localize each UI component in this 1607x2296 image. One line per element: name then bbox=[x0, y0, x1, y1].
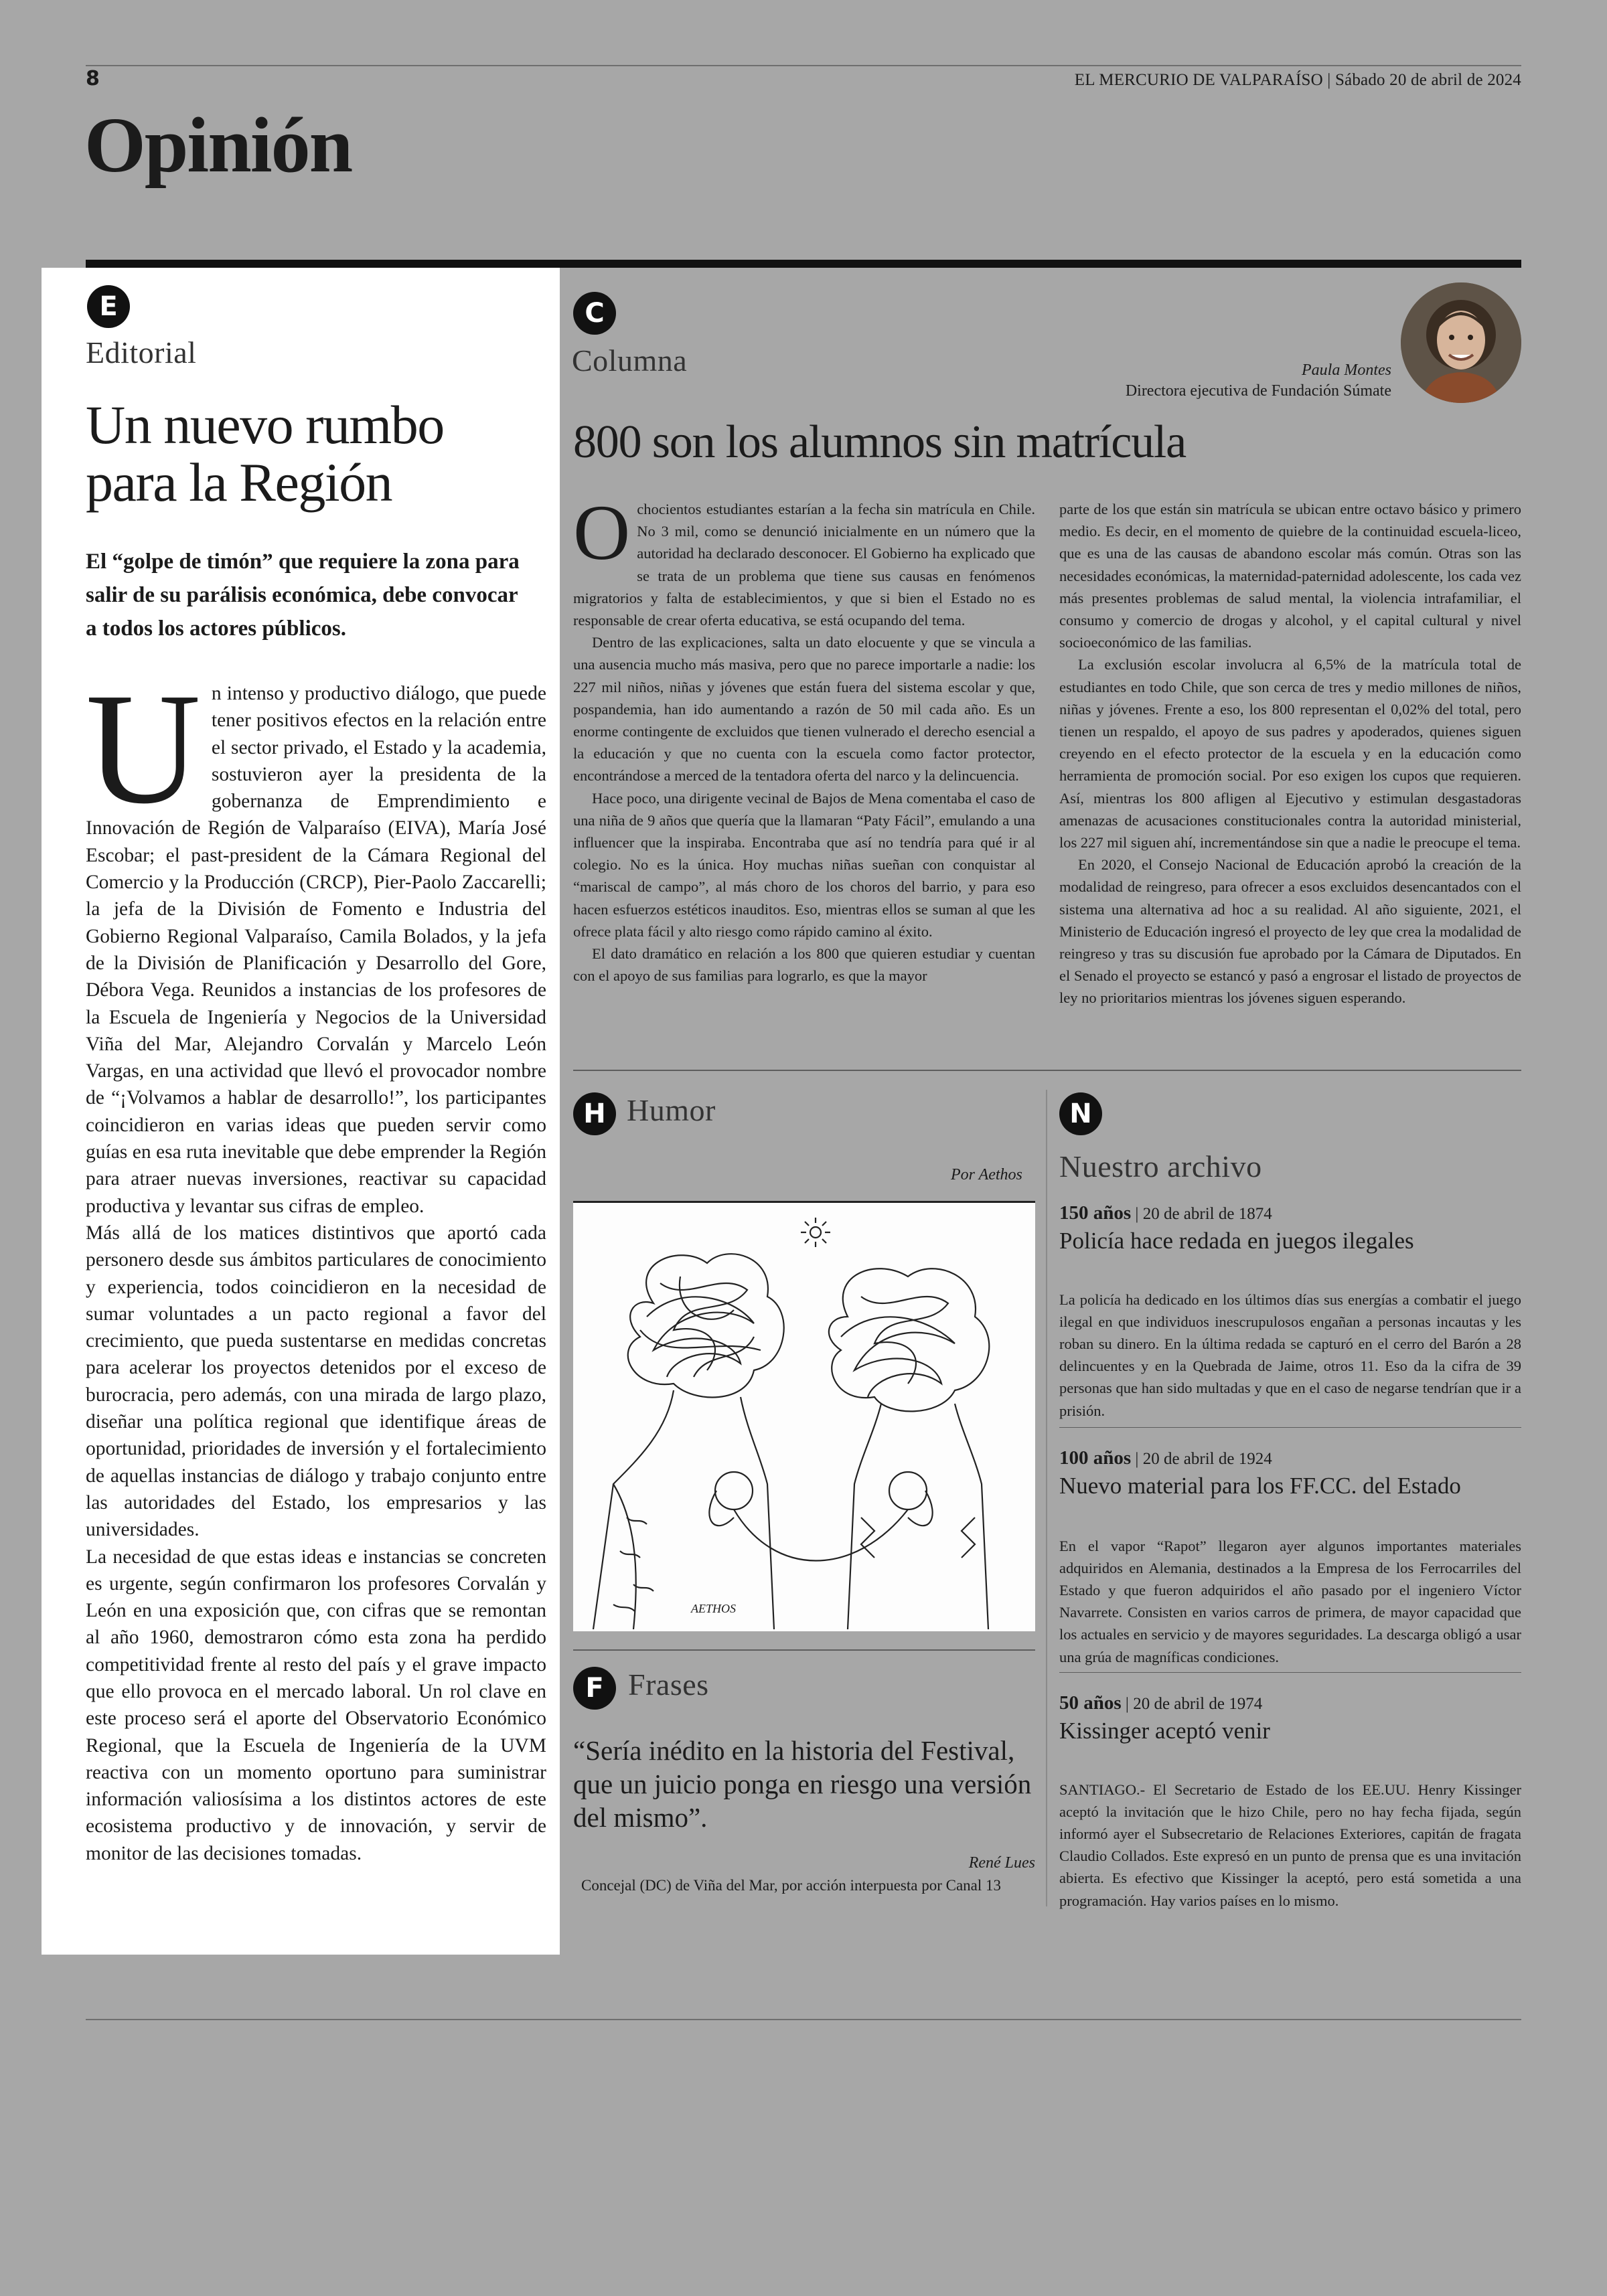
archive-item-head: 100 años | 20 de abril de 1924 bbox=[1059, 1447, 1272, 1469]
humor-badge: H bbox=[573, 1092, 616, 1135]
humor-credit: Por Aethos bbox=[951, 1166, 1022, 1183]
cartoon-illustration bbox=[573, 1201, 1035, 1631]
editorial-title: Un nuevo rumbo para la Región bbox=[86, 394, 444, 513]
editorial-badge: E bbox=[87, 285, 130, 328]
archive-item-body: La policía ha dedicado en los últimos días sus energías a combatir el juego ilegal en que individuos inescrupulosos engañan a personas incautas y les roban su dinero. En la última redada se capturó en el cerro del Barón a 28 delincuentes y en la Quebrada de Jaime, otros 11. Eso da la cifra de 39 personas que han sido multadas y que en el caso de negarse tendrían que ir a prisión. bbox=[1059, 1291, 1521, 1419]
quote-text: “Sería inédito en la historia del Festival, que un juicio ponga en riesgo una versión del mismo”. bbox=[573, 1735, 1032, 1833]
editorial-body bbox=[86, 661, 546, 1867]
archive-item-body: SANTIAGO.- El Secretario de Estado de los EE.UU. Henry Kissinger aceptó la invitación que le hizo Chile, pero no hay fecha fijada, según informó ayer el Subsecretario de Relaciones Exteriores, capitán de fragata Claudio Collados. Este expresó en un punto de prensa que es una invitación abierta. Es efectivo que Kissinger la aceptó, pero está sometida a una programación. Hay varios países en lo mismo. bbox=[1059, 1781, 1521, 1909]
column-title: 800 son los alumnos sin matrícula bbox=[573, 416, 1187, 468]
archive-divider bbox=[1059, 1427, 1521, 1428]
editorial-lead: El “golpe de timón” que requiere la zona para salir de su parálisis económica, debe convocar a todos los actores públicos. bbox=[86, 550, 520, 641]
archive-date: 20 de abril de 1924 bbox=[1142, 1450, 1272, 1468]
editorial-paragraph: n intenso y productivo diálogo, que puede tener positivos efectos en la relación entre el sector privado, el Estado y la academia, sostuvieron ayer la presidenta de la gobernanza de Emprendimiento e Innovación de Región de Valparaíso (EIVA), María José Escobar; el past-president de la Cámara Regional del Comercio y la Producción (CRCP), Pier-Paolo Zaccarelli; la jefa de la División de Fomento e Industria del Gobierno Regional Valparaíso, Camila Bolados, y la jefa de la División de Planificación y Desarrollo del Gore, Débora Vega. Reunidos a instancias de los profesores de la Escuela de Ingeniería y Negocios de la Universidad Viña del Mar, Alejandro Corvalán y Marcelo León Vargas, en una actividad que llevó el provocador nombre de “¡Volvamos a hablar de desarrollo!”, los participantes coincidieron en varias ideas que pueden servir como guías en esa ruta inevitable que debe emprender la Región para atraer nuevas inversiones, reactivar su capacidad productiva y levantar sus cifras de empleo. bbox=[86, 683, 546, 1217]
archive-date: 20 de abril de 1974 bbox=[1133, 1695, 1263, 1713]
masthead-info: EL MERCURIO DE VALPARAÍSO | Sábado 20 de abril de 2024 bbox=[1074, 71, 1521, 89]
column-paragraph: El dato dramático en relación a los 800 que quieren estudiar y cuentan con el apoyo de sus familias para lograrlo, es que la mayor bbox=[573, 945, 1035, 985]
editorial-paragraph: La necesidad de que estas ideas e instancias se concreten es urgente, según confirmaron los profesores Corvalán y León en una exposición que, con cifras que se remontan al año 1960, demostraron cómo esta zona ha perdido competitividad frente al resto del país y el grave impacto que ello provoca en el mercado laboral. Un rol clave en este proceso será el aporte del Observatorio Económico Regional, que la Escuela de Ingeniería de la UVM reactiva con un momento oportuno para suministrar información valiosísima a los distintos actores de este ecosistema productivo y de innovación, y servir de monitor de las decisiones tomadas. bbox=[86, 1546, 546, 1864]
humor-bottom-rule bbox=[573, 1649, 1035, 1651]
editorial-kicker: Editorial bbox=[86, 335, 197, 370]
archive-years: 50 años bbox=[1059, 1692, 1122, 1714]
author-photo bbox=[1401, 282, 1521, 403]
archive-years: 150 años bbox=[1059, 1202, 1132, 1224]
quote-author-role: Concejal (DC) de Viña del Mar, por acción interpuesta por Canal 13 bbox=[581, 1877, 1002, 1894]
issue-date: Sábado 20 de abril de 2024 bbox=[1334, 71, 1521, 89]
archive-kicker: Nuestro archivo bbox=[1059, 1149, 1262, 1183]
editorial-dropcap: U bbox=[86, 661, 201, 837]
column-badge: C bbox=[573, 292, 616, 335]
archive-item-head: 150 años | 20 de abril de 1874 bbox=[1059, 1202, 1272, 1224]
section-rule bbox=[86, 260, 1521, 268]
quote-author: René Lues bbox=[968, 1854, 1035, 1872]
archive-badge: N bbox=[1059, 1092, 1102, 1135]
column-kicker: Columna bbox=[572, 343, 688, 378]
scribble-head-right-icon bbox=[829, 1268, 989, 1411]
column-paragraph: En 2020, el Consejo Nacional de Educación aprobó la creación de la modalidad de reingreso, para ofrecer a esos excluidos desencantados con el sistema una alternativa ad hoc a su realidad. Al año siguiente, 2021, el Ministerio de Educación ingresó el proyecto de ley que crea la modalidad de reingreso y tras su discusión fue aprobado por la Cámara de Diputados. En el Senado el proyecto se estancó y pasó a engrosar el listado de proyectos de ley no prioritarios mientras los jóvenes siguen esperando. bbox=[1059, 856, 1521, 1007]
frases-badge: F bbox=[573, 1667, 616, 1710]
column-author-name: Paula Montes bbox=[1302, 361, 1391, 379]
column-text-right bbox=[1059, 498, 1521, 1009]
page-number: 8 bbox=[86, 67, 100, 90]
archive-years: 100 años bbox=[1059, 1447, 1132, 1469]
column-author-role: Directora ejecutiva de Fundación Súmate bbox=[1125, 382, 1391, 400]
column-text-left bbox=[573, 489, 1035, 987]
column-author-block bbox=[1126, 361, 1391, 400]
newspaper-name: EL MERCURIO DE VALPARAÍSO bbox=[1074, 71, 1323, 89]
column-paragraph: chocientos estudiantes estarían a la fecha sin matrícula en Chile. No 3 mil, como se denunció inicialmente en un número que la autoridad ha declarado desconocer. El Gobierno ha explicado que se trata de un problema que tiene sus causas en fenómenos migratorios y falta de establecimientos, y que si bien el Estado no es responsable de crear oferta educativa, se está ocupando del tema. bbox=[573, 501, 1035, 629]
archive-date: 20 de abril de 1874 bbox=[1142, 1205, 1272, 1223]
column-paragraph: Dentro de las explicaciones, salta un dato elocuente y que se vincula a una ausencia mucho más masiva, pero que no parece importarle a nadie: los 227 mil niños, niñas y jóvenes que están fuera del sistema escolar y que, pospandemia, han ido aumentando a razón de 50 mil cada año. Es un enorme contingente de excluidos que tienen vulnerado el derecho esencial a la educación y que no cuenta con la escuela como factor protector, encontrándose a merced de la tentadora oferta del narco y la delincuencia. bbox=[573, 634, 1035, 785]
header-rule bbox=[86, 65, 1521, 66]
archive-item-title: Kissinger aceptó venir bbox=[1059, 1718, 1270, 1744]
scribble-head-left-icon bbox=[628, 1254, 784, 1397]
column-divider bbox=[1046, 1090, 1047, 1906]
cartoon-signature: AETHOS bbox=[691, 1602, 736, 1615]
humor-kicker: Humor bbox=[627, 1093, 716, 1127]
frases-kicker: Frases bbox=[628, 1667, 709, 1702]
archive-item-body: En el vapor “Rapot” llegaron ayer algunos importantes materiales adquiridos en Alemania, destinados a la Empresa de los Ferrocarriles del Estado y que fueron adquiridos el año pasado por el ingeniero Víctor Navarrete. Consisten en varios carros de primera, de mayor capacidad que los actuales en servicio y de mayores seguridades. La descarga obligó a usar una grúa de magníficas condiciones. bbox=[1059, 1537, 1521, 1665]
archive-item-title: Policía hace redada en juegos ilegales bbox=[1059, 1228, 1414, 1254]
column-paragraph: parte de los que están sin matrícula se ubican entre octavo básico y primero medio. Es decir, en el momento de quiebre de la continuidad escuela-liceo, que es una de las causas de abandono escolar más común. Otras son las necesidades económicas, la maternidad-paternidad adolescente, los cada vez más presentes problemas de salud mental, la violencia intrafamiliar, el consumo y comercio de drogas y alcohol, y el capital cultural y nivel socioeconómico de las familias. bbox=[1059, 501, 1521, 651]
section-title: Opinión bbox=[84, 101, 352, 189]
archive-divider bbox=[1059, 1672, 1521, 1673]
column-paragraph: La exclusión escolar involucra al 6,5% de la matrícula total de estudiantes en todo Chile, que son cerca de tres y medio millones de niños, niñas y jóvenes. Frente a eso, los 800 representan el 0,02% del total, pero tienen un respaldo, el apoyo de sus padres y apoderados, quienes siguen creyendo en el efecto protector de la escuela y en la educación como herramienta de promoción social. Por eso exigen los cupos que requieren. Así, mientras los 800 afligen al Ejecutivo y estimulan desgastadoras amenazas de acusaciones constitucionales contra la autoridad ministerial, los 227 mil siguen ahí, incrementándose sin que a nadie le preocupe el tema. bbox=[1059, 656, 1521, 851]
column-bottom-rule bbox=[573, 1070, 1521, 1071]
column-dropcap: O bbox=[573, 489, 631, 576]
archive-item-head: 50 años | 20 de abril de 1974 bbox=[1059, 1692, 1263, 1714]
footer-rule bbox=[86, 2019, 1521, 2020]
editorial-paragraph: Más allá de los matices distintivos que aportó cada personero desde sus ámbitos particulares de conocimiento y experiencia, todos coincidieron en la necesidad de sumar voluntades a un pacto regional a favor del crecimiento, que pueda sustentarse en medidas concretas para acelerar los proyectos detenidos por el exceso de burocracia, pero además, con una mirada de largo plazo, diseñar una política regional que identifique áreas de oportunidad, prioridades de inversión y el fortalecimiento de aquellas instancias de diálogo y trabajo conjunto entre las autoridades del Estado, los empresarios y las universidades. bbox=[86, 1222, 546, 1541]
archive-item-title: Nuevo material para los FF.CC. del Estado bbox=[1059, 1473, 1461, 1499]
column-paragraph: Hace poco, una dirigente vecinal de Bajos de Mena comentaba el caso de una niña de 9 años que quería que la llamaran “Paty Fácil”, emulando a una influencer que la inspiraba. Encontraba que así no tendría para qué ir al colegio. No es la única. Hoy muchas niñas sueñan con conquistar al “mariscal de campo”, al más choro de los choros del barrio, y para eso hacen esfuerzos estéticos inauditos. Eso, mientras ellos se suman al que les ofrece plata fácil y alto riesgo como rápido camino al éxito. bbox=[573, 789, 1035, 940]
